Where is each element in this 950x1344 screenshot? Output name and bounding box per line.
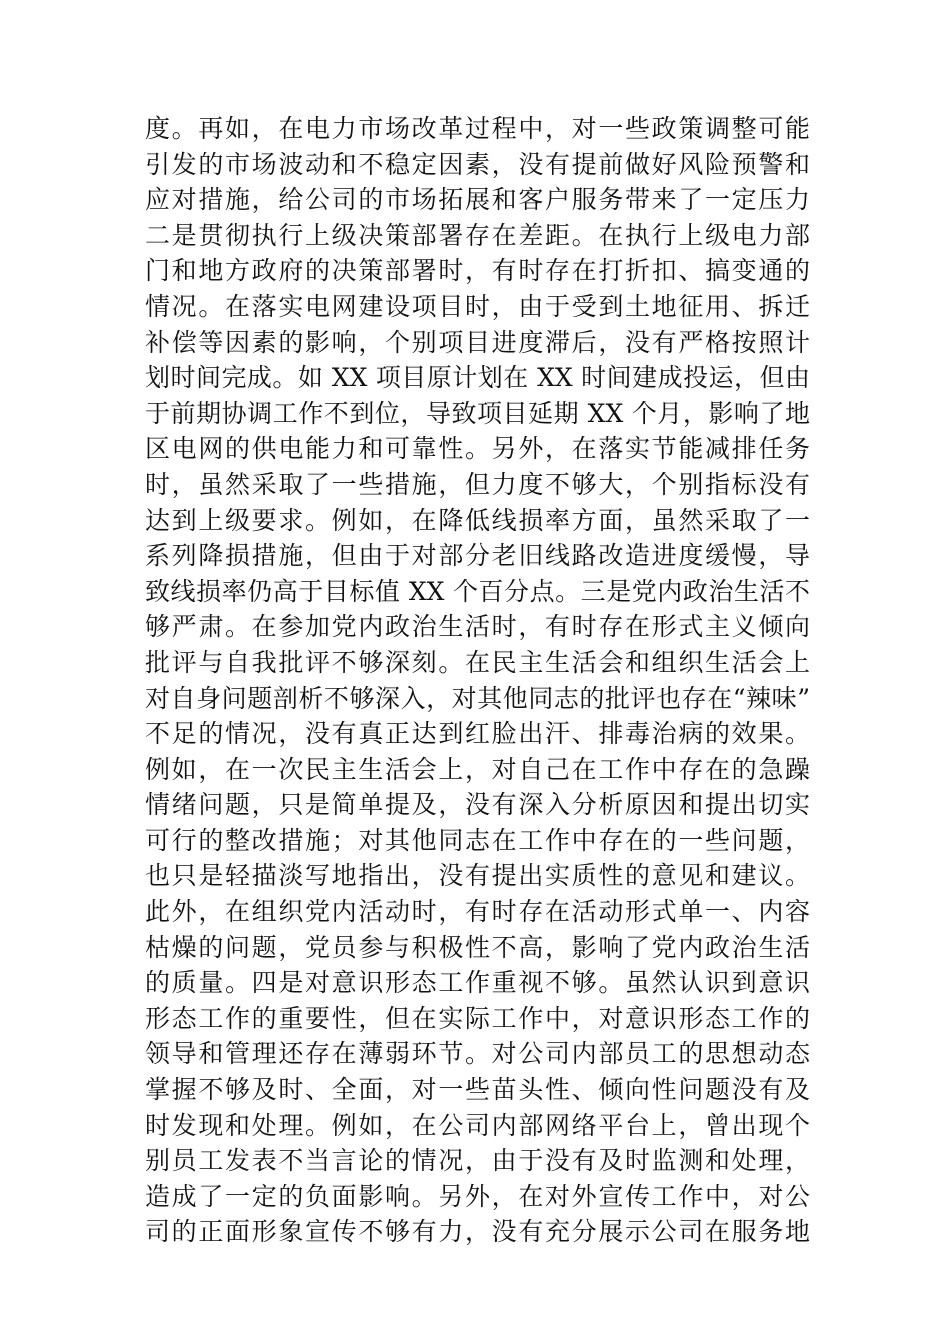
text-line: 例如，在一次民主生活会上，对自己在工作中存在的急躁 [145, 754, 810, 784]
text-line: 补偿等因素的影响，个别项目进度滞后，没有严格按照计 [145, 327, 810, 357]
text-line: 掌握不够及时、全面，对一些苗头性、倾向性问题没有及 [145, 1075, 810, 1105]
text-line: 的质量。四是对意识形态工作重视不够。虽然认识到意识 [145, 968, 810, 998]
text-line: 对自身问题剖析不够深入，对其他同志的批评也存在“辣味” [145, 683, 810, 713]
text-line: 可行的整改措施；对其他同志在工作中存在的一些问题， [145, 825, 810, 855]
text-line: 划时间完成。如 XX 项目原计划在 XX 时间建成投运，但由 [145, 363, 810, 393]
text-line: 司的正面形象宣传不够有力，没有充分展示公司在服务地 [145, 1217, 810, 1247]
text-line: 造成了一定的负面影响。另外，在对外宣传工作中，对公 [145, 1181, 810, 1211]
text-line: 二是贯彻执行上级决策部署存在差距。在执行上级电力部 [145, 220, 810, 250]
text-line: 情况。在落实电网建设项目时，由于受到土地征用、拆迁 [145, 291, 810, 321]
text-line: 时发现和处理。例如，在公司内部网络平台上，曾出现个 [145, 1110, 810, 1140]
text-line: 别员工发表不当言论的情况，由于没有及时监测和处理， [145, 1146, 810, 1176]
body-paragraph [145, 111, 810, 1250]
text-line: 区电网的供电能力和可靠性。另外，在落实节能减排任务 [145, 434, 810, 464]
text-line: 不足的情况，没有真正达到红脸出汗、排毒治病的效果。 [145, 719, 810, 749]
text-line: 致线损率仍高于目标值 XX 个百分点。三是党内政治生活不 [145, 576, 810, 606]
text-line: 引发的市场波动和不稳定因素，没有提前做好风险预警和 [145, 149, 810, 179]
text-line: 门和地方政府的决策部署时，有时存在打折扣、搞变通的 [145, 256, 810, 286]
text-line: 形态工作的重要性，但在实际工作中，对意识形态工作的 [145, 1003, 810, 1033]
text-line: 情绪问题，只是简单提及，没有深入分析原因和提出切实 [145, 790, 810, 820]
text-line: 时，虽然采取了一些措施，但力度不够大，个别指标没有 [145, 469, 810, 499]
text-line: 此外，在组织党内活动时，有时存在活动形式单一、内容 [145, 897, 810, 927]
text-line: 批评与自我批评不够深刻。在民主生活会和组织生活会上 [145, 647, 810, 677]
text-line: 度。再如，在电力市场改革过程中，对一些政策调整可能 [145, 114, 810, 143]
text-line: 于前期协调工作不到位，导致项目延期 XX 个月，影响了地 [145, 398, 810, 428]
text-line: 也只是轻描淡写地指出，没有提出实质性的意见和建议。 [145, 861, 810, 891]
text-line: 领导和管理还存在薄弱环节。对公司内部员工的思想动态 [145, 1039, 810, 1069]
text-line: 够严肃。在参加党内政治生活时，有时存在形式主义倾向 [145, 612, 810, 642]
text-line: 达到上级要求。例如，在降低线损率方面，虽然采取了一 [145, 505, 810, 535]
text-line: 系列降损措施，但由于对部分老旧线路改造进度缓慢，导 [145, 541, 810, 571]
text-line: 枯燥的问题，党员参与积极性不高，影响了党内政治生活 [145, 932, 810, 962]
text-line: 应对措施，给公司的市场拓展和客户服务带来了一定压力 [145, 185, 810, 215]
